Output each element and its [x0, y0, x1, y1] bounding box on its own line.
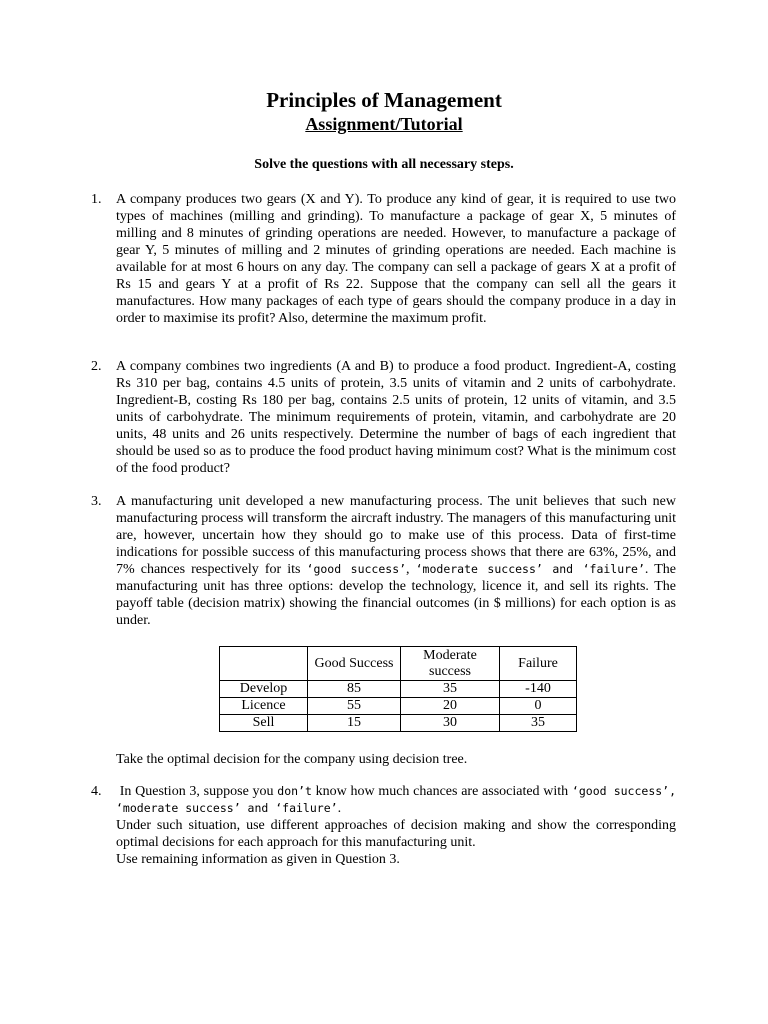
table-header-cell: Failure	[500, 647, 577, 681]
question-number: 2.	[91, 359, 102, 374]
table-header-row	[220, 647, 577, 681]
question-text: A company produces two gears (X and Y). To produce any kind of gear, it is required to use two types of machines (milling and grinding). To manufacture a package of gear X, 5 minutes of milling and 8 minutes of grinding operations are needed. However, to manufacture a package of gear Y, 5 minutes of milling and 2 minutes of grinding operations are needed. Each machine is available for at most 6 hours on any day. The company can sell a package of gears X at a profit of Rs 15 and gears Y at a profit of Rs 22. Suppose that the company can sell all the gears it manufactures. How many packages of each type of gears should the company produce in a day in order to maximise its profit? Also, determine the maximum profit.	[116, 192, 676, 326]
term-moderate-failure: ‘moderate success’ and ‘failure’	[415, 562, 645, 576]
text-fragment: In Question 3, suppose you	[119, 784, 278, 799]
table-cell: 15	[308, 715, 401, 732]
question-4	[91, 783, 676, 868]
question-number: 1.	[91, 192, 102, 207]
table-cell: Licence	[220, 698, 308, 715]
table-row	[220, 698, 577, 715]
text-fragment: A manufacturing unit developed a new manufacturing process. The unit believes that such new manufacturing process will transform the aircraft industry. The managers of this manufacturing unit are, however, uncertain how they should go to make use of this process. Data of first-time indications for possible success of this manufacturing process shows that there are 63%, 25%, and 7% chances respectively for its	[116, 494, 676, 577]
table-cell: Develop	[220, 681, 308, 698]
table-cell: 35	[500, 715, 577, 732]
payoff-table	[219, 646, 577, 732]
table-cell: 35	[401, 681, 500, 698]
table-row	[220, 681, 577, 698]
text-fragment: ,	[406, 562, 416, 577]
table-cell: 55	[308, 698, 401, 715]
table-cell: 85	[308, 681, 401, 698]
table-row	[220, 715, 577, 732]
question-text	[116, 493, 676, 629]
question-text	[116, 783, 676, 868]
question-paragraph: Use remaining information as given in Question 3.	[116, 852, 400, 867]
table-cell: 0	[500, 698, 577, 715]
term-good-success: ‘good success’	[306, 562, 407, 576]
table-header-cell: Moderate success	[401, 647, 500, 681]
question-paragraph: Under such situation, use different approaches of decision making and show the corresponding optimal decisions for each approach for this manufacturing unit.	[116, 818, 676, 850]
document-title: Principles of Management	[266, 88, 502, 112]
document-subtitle: Assignment/Tutorial	[305, 114, 463, 134]
question-3-followup: Take the optimal decision for the company using decision tree.	[116, 752, 468, 767]
table-header-cell	[220, 647, 308, 681]
table-cell: 20	[401, 698, 500, 715]
table-cell: Sell	[220, 715, 308, 732]
text-fragment: . The manufacturing unit has three options: develop the technology, licence it, and sell its rights. The payoff table (decision matrix) showing the financial outcomes (in $ millions) for each option is as under.	[116, 562, 676, 628]
question-number: 4.	[91, 784, 102, 799]
table-header-cell: Good Success	[308, 647, 401, 681]
text-fragment: know how much chances are associated with	[311, 784, 572, 799]
question-1	[91, 191, 676, 327]
term-dont: don’t	[277, 784, 312, 798]
question-3	[91, 493, 676, 629]
instruction-text: Solve the questions with all necessary steps.	[254, 157, 514, 172]
question-text: A company combines two ingredients (A and B) to produce a food product. Ingredient-A, costing Rs 310 per bag, contains 4.5 units of protein, 3.5 units of vitamin and 2 units of carbohydrate. Ingredient-B, costing Rs 180 per bag, contains 2.5 units of protein, 12 units of vitamin, and 3.5 units of carbohydrate. The minimum requirements of protein, vitamin, and carbohydrate are 20 units, 48 units and 26 units respectively. Determine the number of bags of each ingredient that should be used so as to produce the food product having minimum cost? What is the minimum cost of the food product?	[116, 359, 676, 476]
table-cell: -140	[500, 681, 577, 698]
text-fragment: .	[337, 801, 342, 816]
question-2	[91, 358, 676, 477]
table-cell: 30	[401, 715, 500, 732]
question-paragraph	[116, 783, 676, 817]
question-number: 3.	[91, 494, 102, 509]
term-outcome-list: ‘good success’, ‘moderate success’ and ‘failure’	[116, 784, 677, 815]
